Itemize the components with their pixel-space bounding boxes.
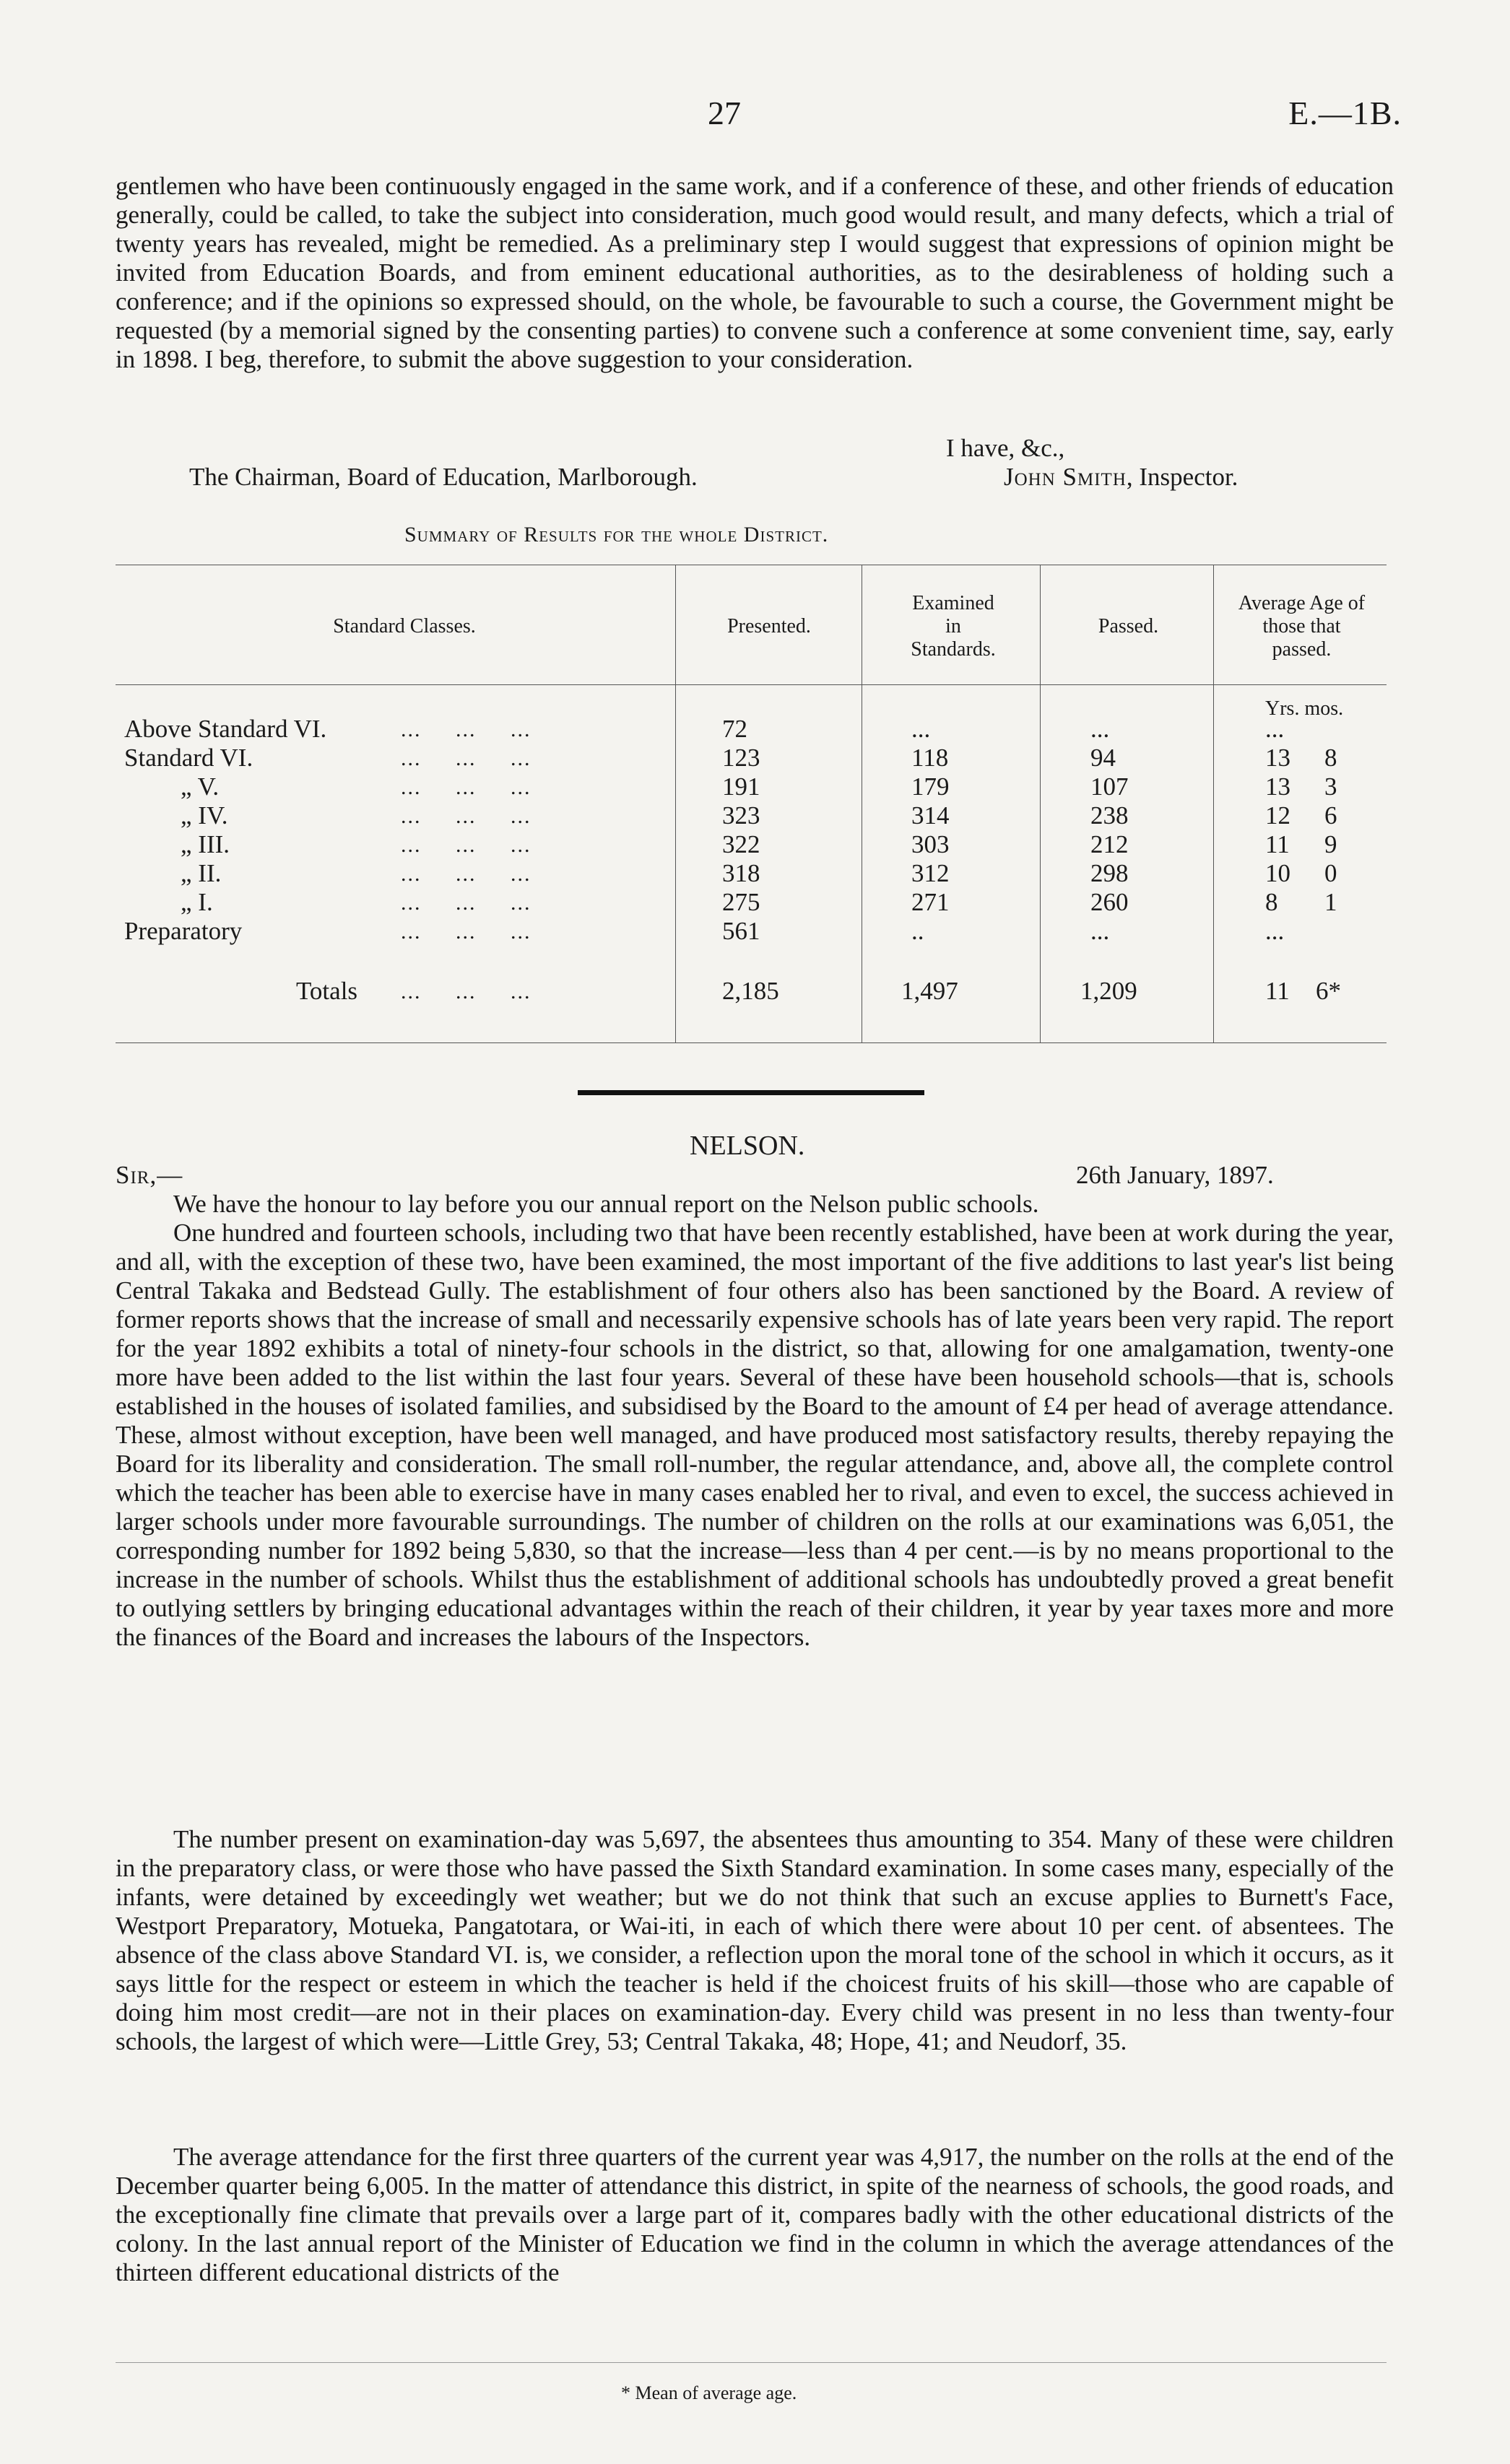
leader-dots: ... ... ... (401, 718, 531, 741)
column-divider (675, 565, 676, 1042)
section-divider (578, 1090, 924, 1095)
signature (1004, 463, 1238, 492)
passed-value: 298 (1090, 859, 1129, 887)
age-years-value: ... (1265, 715, 1285, 743)
presented-value: 322 (722, 830, 760, 858)
presented-value: 123 (722, 744, 760, 772)
row-label: „ III. (181, 830, 230, 858)
age-months-value: 8 (1324, 744, 1337, 772)
salutation: Sir,— (116, 1161, 183, 1189)
age-years-value: 13 (1265, 772, 1290, 801)
passed-value: ... (1090, 917, 1110, 945)
leader-dots: ... ... ... (401, 833, 531, 857)
header-examined-2: in (945, 615, 961, 637)
age-years-value: 10 (1265, 859, 1290, 887)
closing-line: I have, &c., (946, 434, 1065, 462)
age-units: Yrs. mos. (1265, 697, 1344, 720)
table-header-rule (116, 684, 1387, 685)
column-divider (1040, 565, 1041, 1042)
header-examined-3: Standards. (911, 638, 996, 661)
row-label: Preparatory (124, 917, 243, 945)
examined-value: 303 (911, 830, 950, 858)
passed-value: 94 (1090, 744, 1116, 772)
age-years-value: ... (1265, 917, 1285, 945)
totals-presented: 2,185 (722, 977, 779, 1005)
header-age-2: those that (1262, 615, 1341, 637)
nelson-paragraph-4: The average attendance for the first three quarters of the current year was 4,917, the number on the rolls at the end of the December quarter being 6,005. In the matter of attendance this district, in spite of the nearness of schools, the good roads, and the exceptionally fine climate that prevails over a large part of it, compares badly with the other educational districts of the colony. In the last annual report of the Minister of Education we find in the column in which the average attendances of the thirteen different educational districts of the (116, 2143, 1394, 2286)
row-label: „ IV. (181, 801, 228, 830)
totals-passed: 1,209 (1080, 977, 1137, 1005)
examined-value: ... (911, 715, 931, 743)
row-label: „ V. (181, 772, 220, 801)
passed-value: 212 (1090, 830, 1129, 858)
presented-value: 561 (722, 917, 760, 945)
leader-dots: ... ... ... (401, 980, 531, 1004)
examined-value: 314 (911, 801, 950, 830)
nelson-paragraph-3: The number present on examination-day was 5,697, the absentees thus amounting to 354. Many of these were children in the preparatory class, or were those who have passed the Sixth Standard examination. In some cases many, especially of the infants, were detained by exceedingly wet weather; but we do not think that such an excuse applies to Burnett's Face, Westport Preparatory, Motueka, Pangatotara, or Wai-iti, in each of which there were about 10 per cent. of absentees. The absence of the class above Standard VI. is, we consider, a reflection upon the moral tone of the school in which it occurs, as it says little for the respect or esteem in which the teacher is held if the choicest fruits of his skill—those who are capable of doing him most credit—are not in their places on examination-day. Every child was present in no less than twenty-four schools, the largest of which were—Little Grey, 53; Central Takaka, 48; Hope, 41; and Neudorf, 35. (116, 1825, 1394, 2055)
presented-value: 72 (722, 715, 747, 743)
totals-label: Totals (296, 977, 358, 1005)
age-years-value: 13 (1265, 744, 1290, 772)
totals-examined: 1,497 (901, 977, 958, 1005)
footnote: * Mean of average age. (621, 2382, 797, 2403)
passed-value: ... (1090, 715, 1110, 743)
age-months-value: 0 (1324, 859, 1337, 887)
header-passed: Passed. (1098, 615, 1159, 637)
footnote-rule (116, 2362, 1387, 2363)
header-standard-classes: Standard Classes. (333, 615, 476, 637)
age-years-value: 11 (1265, 830, 1290, 858)
nelson-heading: NELSON. (690, 1131, 805, 1161)
leader-dots: ... ... ... (401, 746, 531, 770)
examined-value: 118 (911, 744, 949, 772)
age-months-value: 3 (1324, 772, 1337, 801)
examined-value: 271 (911, 888, 950, 916)
presented-value: 191 (722, 772, 760, 801)
nelson-paragraph-1: We have the honour to lay before you our annual report on the Nelson public schools. (173, 1190, 1039, 1218)
addressee: The Chairman, Board of Education, Marlborough. (189, 463, 698, 491)
presented-value: 323 (722, 801, 760, 830)
header-age-1: Average Age of (1238, 592, 1366, 614)
leader-dots: ... ... ... (401, 920, 531, 944)
leader-dots: ... ... ... (401, 862, 531, 886)
row-label: „ I. (181, 888, 213, 916)
column-divider (1213, 565, 1214, 1042)
row-label: Standard VI. (124, 744, 253, 772)
summary-title: Summary of Results for the whole District. (404, 523, 829, 547)
row-label: Above Standard VI. (124, 715, 327, 743)
page-number: 27 (708, 95, 741, 131)
passed-value: 238 (1090, 801, 1129, 830)
presented-value: 275 (722, 888, 760, 916)
passed-value: 260 (1090, 888, 1129, 916)
document-reference: E.—1B. (1288, 95, 1402, 131)
marlborough-paragraph: gentlemen who have been continuously engaged in the same work, and if a conference of these, and other friends of education generally, could be called, to take the subject into consideration, much good would result, and many defects, which a trial of twenty years has revealed, might be remedied. As a preliminary step I would suggest that expressions of opinion might be invited from Education Boards, and from eminent educational authorities, as to the desirableness of holding such a conference; and if the opinions so expressed should, on the whole, be favourable to such a course, the Government might be requested (by a memorial signed by the consenting parties) to convene such a conference at some convenient time, say, early in 1898. I beg, therefore, to submit the above suggestion to your consideration. (116, 172, 1394, 373)
age-years-value: 8 (1265, 888, 1278, 916)
totals-yrs: 11 (1265, 977, 1290, 1005)
table-bottom-rule (116, 1042, 1387, 1043)
examined-value: 312 (911, 859, 950, 887)
passed-value: 107 (1090, 772, 1129, 801)
examined-value: 179 (911, 772, 950, 801)
letter-date: 26th January, 1897. (1076, 1161, 1274, 1189)
age-years-value: 12 (1265, 801, 1290, 830)
signatory-name: John Smith (1004, 463, 1127, 491)
age-months-value: 6 (1324, 801, 1337, 830)
signatory-title: , Inspector. (1126, 463, 1238, 491)
header-examined-1: Examined (912, 592, 994, 614)
row-label: „ II. (181, 859, 222, 887)
age-months-value: 9 (1324, 830, 1337, 858)
header-presented: Presented. (727, 615, 811, 637)
nelson-paragraph-2: One hundred and fourteen schools, including two that have been recently established, have been at work during the year, and all, with the exception of these two, have been examined, the most important of the five additions to last year's list being Central Takaka and Bedstead Gully. The establishment of four others also has been sanctioned by the Board. A review of former reports shows that the increase of small and necessarily expensive schools has of late years been very rapid. The report for the year 1892 exhibits a total of ninety-four schools in the district, so that, allowing for one amalgamation, twenty-one more have been added to the list within the last four years. Several of these have been household schools—that is, schools established in the houses of isolated families, and subsidised by the Board to the amount of £4 per head of average attendance. These, almost without exception, have been well managed, and have produced most satisfactory results, thereby repaying the Board for its liberality and consideration. The small roll-number, the regular attendance, and, above all, the complete control which the teacher has been able to exercise have in many cases enabled her to rival, and even to excel, the success achieved in larger schools under more favourable surroundings. The number of children on the rolls at our examinations was 6,051, the corresponding number for 1892 being 5,830, so that the increase—less than 4 per cent.—is by no means proportional to the increase in the number of schools. Whilst thus the establishment of additional schools has undoubtedly proved a great benefit to outlying settlers by bringing educational advantages within the reach of their children, it year by year taxes more and more the finances of the Board and increases the labours of the Inspectors. (116, 1219, 1394, 1651)
leader-dots: ... ... ... (401, 891, 531, 915)
leader-dots: ... ... ... (401, 775, 531, 799)
examined-value: .. (911, 917, 924, 945)
header-age-3: passed. (1272, 638, 1332, 661)
leader-dots: ... ... ... (401, 804, 531, 828)
totals-mos: 6* (1316, 977, 1341, 1005)
age-months-value: 1 (1324, 888, 1337, 916)
presented-value: 318 (722, 859, 760, 887)
